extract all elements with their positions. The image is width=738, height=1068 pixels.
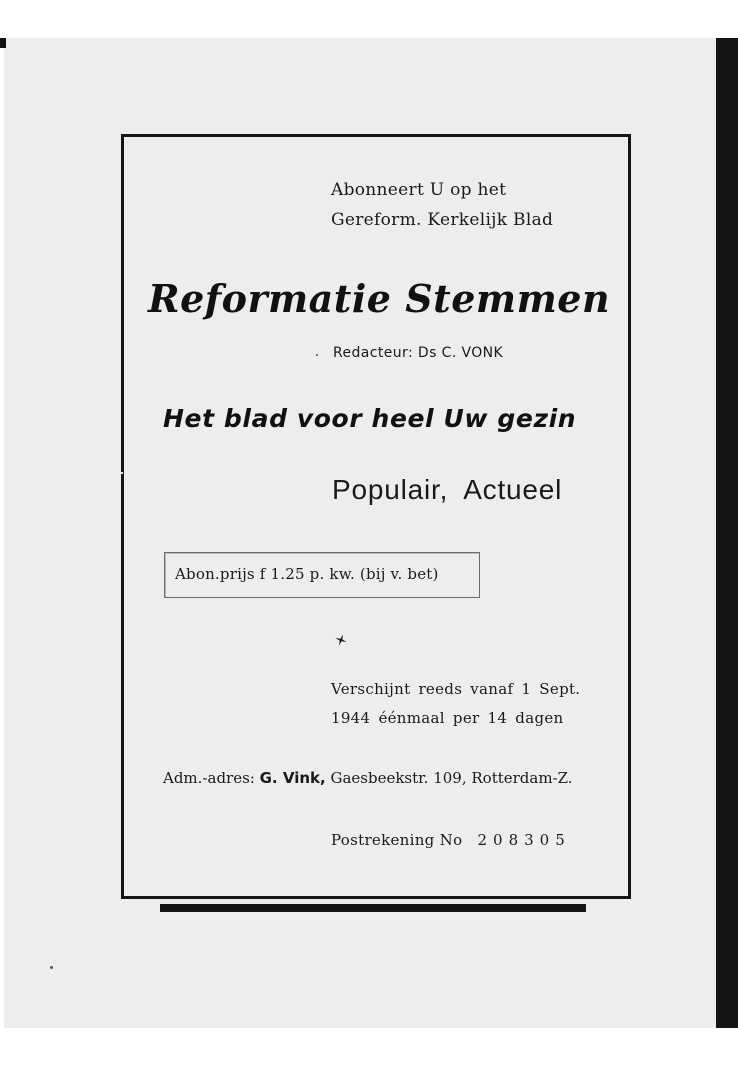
scan-edge-mark [0,38,6,48]
speck [50,966,53,969]
address-street: Gaesbeekstr. 109, Rotterdam-Z. [330,769,573,787]
editor-line: Redacteur: Ds C. VONK [333,345,504,361]
frame-notch [114,472,123,474]
slogan: Het blad voor heel Uw gezin [163,404,577,433]
intro-line-1: Abonneert U op het [331,180,507,200]
giro-number: 208305 [477,831,571,849]
address-label: Adm.-adres: [163,769,255,787]
speck [316,354,318,356]
giro-line [331,831,571,849]
qualities-line: Populair, Actueel [332,474,563,505]
admin-address [163,769,573,787]
page-edge-shadow [716,38,738,1028]
giro-label: Postrekening No [331,831,463,849]
address-name: G. Vink, [259,769,326,787]
price-text: Abon.prijs f 1.25 p. kw. (bij v. bet) [175,565,439,583]
star-ornament-icon [334,633,348,647]
issue-line-2: 1944 éénmaal per 14 dagen [331,709,564,727]
magazine-title: Reformatie Stemmen [148,276,611,321]
intro-line-2: Gereform. Kerkelijk Blad [331,210,554,230]
issue-line-1: Verschijnt reeds vanaf 1 Sept. [331,680,581,698]
bottom-rule [160,904,586,912]
